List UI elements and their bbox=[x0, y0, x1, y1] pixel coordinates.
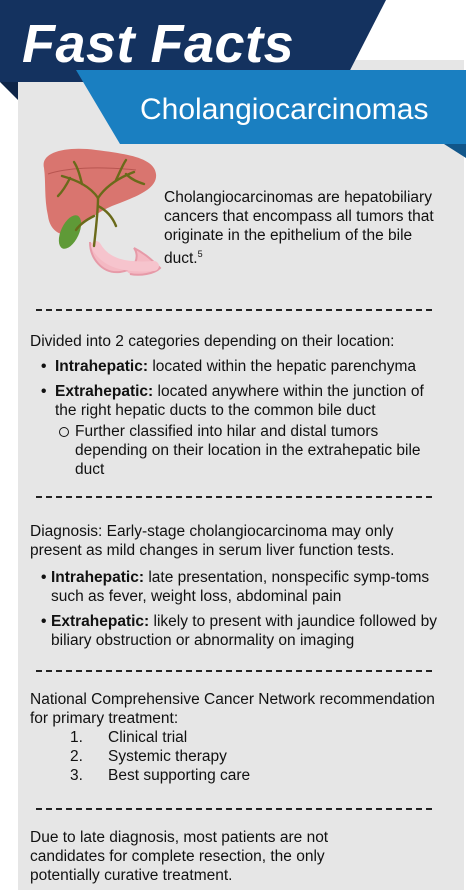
intro-reference: 5 bbox=[197, 249, 203, 259]
item-number: 3. bbox=[70, 767, 83, 784]
bullet-icon: • bbox=[41, 613, 47, 630]
list-item bbox=[30, 612, 446, 650]
category-text: located within the hepatic parenchyma bbox=[148, 358, 416, 375]
diagnosis-term: Extrahepatic: bbox=[51, 613, 150, 630]
circle-bullet-icon bbox=[59, 427, 69, 437]
diagnosis-text: likely to present with jaundice followed by biliary obstruction or abnormality on imaging bbox=[51, 613, 437, 649]
bullet-icon: • bbox=[41, 358, 47, 375]
divider bbox=[36, 808, 432, 810]
divider bbox=[36, 496, 432, 498]
categories-section bbox=[30, 332, 446, 479]
treatment-item-text: Systemic therapy bbox=[108, 748, 227, 765]
list-item bbox=[30, 357, 446, 376]
diagnosis-list bbox=[30, 568, 446, 650]
treatment-section bbox=[30, 690, 446, 785]
page-title: Fast Facts bbox=[22, 14, 295, 74]
list-item bbox=[30, 568, 446, 606]
treatment-list bbox=[30, 728, 446, 785]
category-text: located anywhere within the junction of the right hepatic ducts to the common bile duct bbox=[55, 383, 424, 419]
diagnosis-term: Intrahepatic: bbox=[51, 569, 145, 586]
list-item bbox=[30, 766, 446, 785]
item-number: 1. bbox=[70, 729, 83, 746]
liver-and-bile-duct-illustration bbox=[36, 146, 166, 291]
treatment-item-text: Clinical trial bbox=[108, 729, 188, 746]
list-item bbox=[30, 728, 446, 747]
list-item bbox=[30, 382, 446, 420]
item-number: 2. bbox=[70, 748, 83, 765]
intro-body: Cholangiocarcinomas are hepatobiliary cancers that encompass all tumors that originate in the epithelium of the bile duct. bbox=[164, 189, 434, 268]
diagnosis-section bbox=[30, 522, 446, 650]
intro-text bbox=[164, 188, 434, 268]
closing-section bbox=[30, 828, 360, 885]
treatment-item-text: Best supporting care bbox=[108, 767, 251, 784]
sub-item-text: Further classified into hilar and distal tumors depending on their location in the extrahepatic bile duct bbox=[75, 423, 421, 478]
bullet-icon: • bbox=[41, 383, 47, 400]
category-term: Intrahepatic: bbox=[55, 358, 149, 375]
bullet-icon: • bbox=[41, 569, 47, 586]
diagnosis-lead: Diagnosis: Early-stage cholangiocarcinoma may only present as mild changes in serum liver function tests. bbox=[30, 523, 395, 559]
list-item bbox=[30, 747, 446, 766]
treatment-lead: National Comprehensive Cancer Network recommendation for primary treatment: bbox=[30, 691, 435, 727]
closing-text: Due to late diagnosis, most patients are not candidates for complete resection, the only potentially curative treatment. bbox=[30, 829, 329, 884]
categories-lead: Divided into 2 categories depending on their location: bbox=[30, 333, 395, 350]
categories-list bbox=[30, 357, 446, 420]
sub-list-item bbox=[30, 422, 446, 479]
divider bbox=[36, 309, 432, 311]
category-term: Extrahepatic: bbox=[55, 383, 154, 400]
page-subtitle: Cholangiocarcinomas bbox=[140, 93, 429, 126]
diagnosis-text: late presentation, nonspecific symp-toms such as fever, weight loss, abdominal pain bbox=[51, 569, 430, 605]
divider bbox=[36, 670, 432, 672]
